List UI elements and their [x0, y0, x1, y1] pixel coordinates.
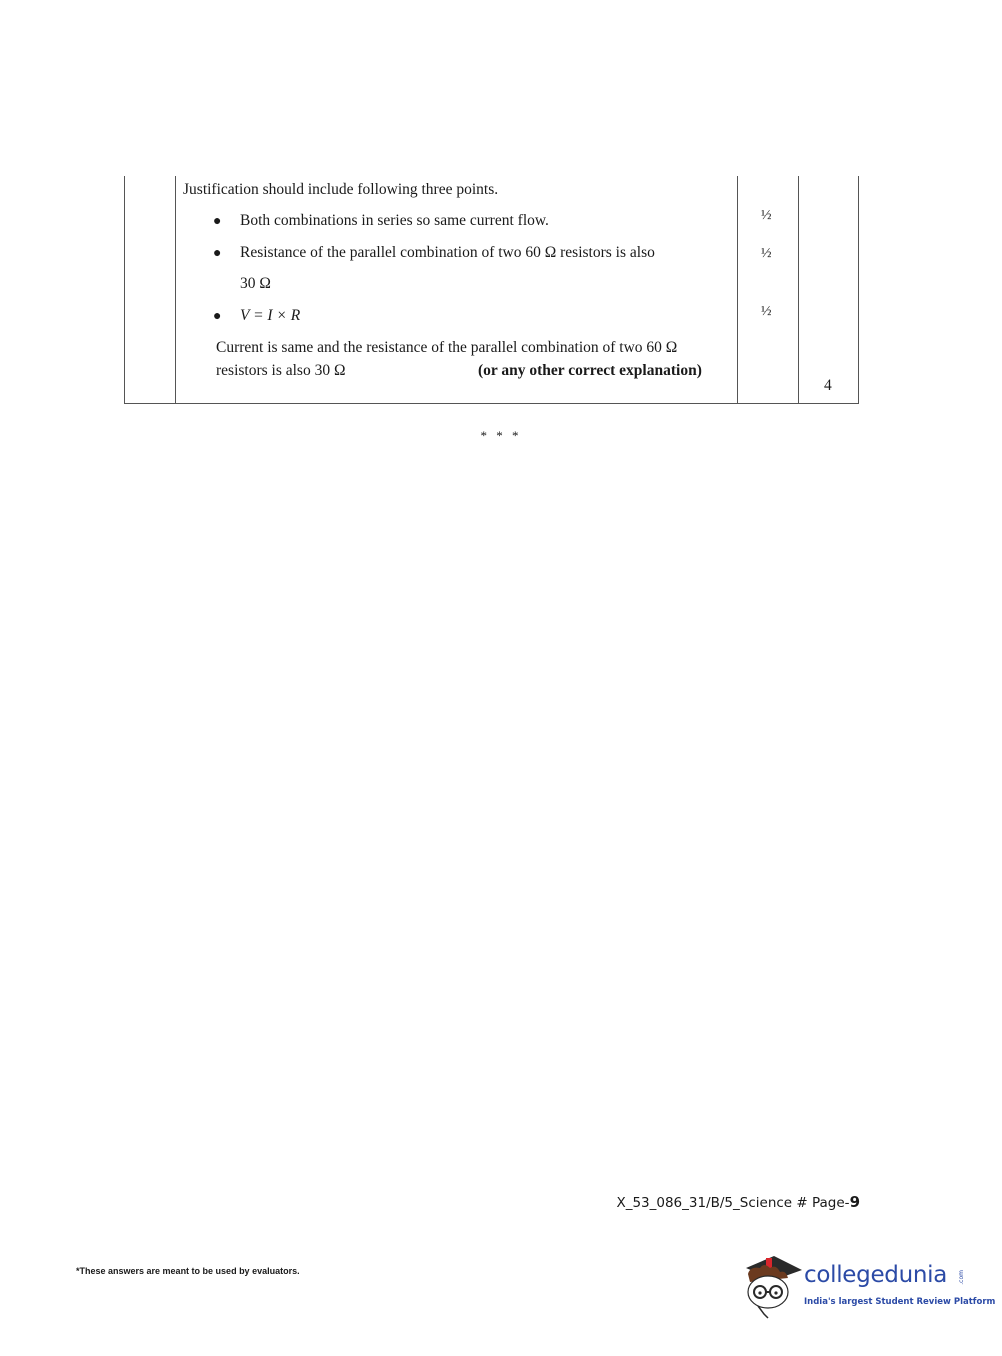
bullet-dot: ● — [213, 309, 222, 324]
table-left-border — [124, 176, 125, 404]
section-separator: * * * — [480, 428, 522, 443]
bullet-text-2-line2: 30 Ω — [240, 275, 271, 292]
alternative-note: (or any other correct explanation) — [478, 362, 702, 379]
page-number: 9 — [849, 1193, 860, 1211]
bullet-text-1: Both combinations in series so same current flow. — [240, 212, 549, 229]
table-right-border — [858, 176, 859, 404]
brand-domain: .com — [958, 1270, 965, 1285]
table-col-divider-2 — [737, 176, 738, 404]
student-mascot-icon — [740, 1248, 804, 1320]
brand-name: collegedunia — [804, 1262, 948, 1288]
table-col-divider-1 — [175, 176, 176, 404]
bullet-text-3-formula: V = I × R — [240, 307, 301, 324]
conclusion-line1: Current is same and the resistance of the parallel combination of two 60 Ω — [216, 339, 678, 356]
bullet-dot: ● — [213, 246, 222, 261]
bullet-dot: ● — [213, 214, 222, 229]
justification-heading: Justification should include following three points. — [183, 181, 499, 198]
mark-half-3: ½ — [761, 304, 772, 319]
total-marks: 4 — [824, 377, 832, 394]
mark-half-2: ½ — [761, 246, 772, 261]
mark-half-1: ½ — [761, 208, 772, 223]
document-code: X_53_086_31/B/5_Science # Page- — [616, 1195, 850, 1211]
page-footer-code — [600, 1193, 860, 1211]
bullet-text-2-line1: Resistance of the parallel combination of two 60 Ω resistors is also — [240, 244, 655, 261]
brand-tagline: India's largest Student Review Platform — [804, 1297, 996, 1307]
table-bottom-border — [124, 403, 859, 404]
evaluator-note: *These answers are meant to be used by evaluators. — [76, 1266, 300, 1276]
conclusion-line2: resistors is also 30 Ω — [216, 362, 346, 379]
table-col-divider-3 — [798, 176, 799, 404]
